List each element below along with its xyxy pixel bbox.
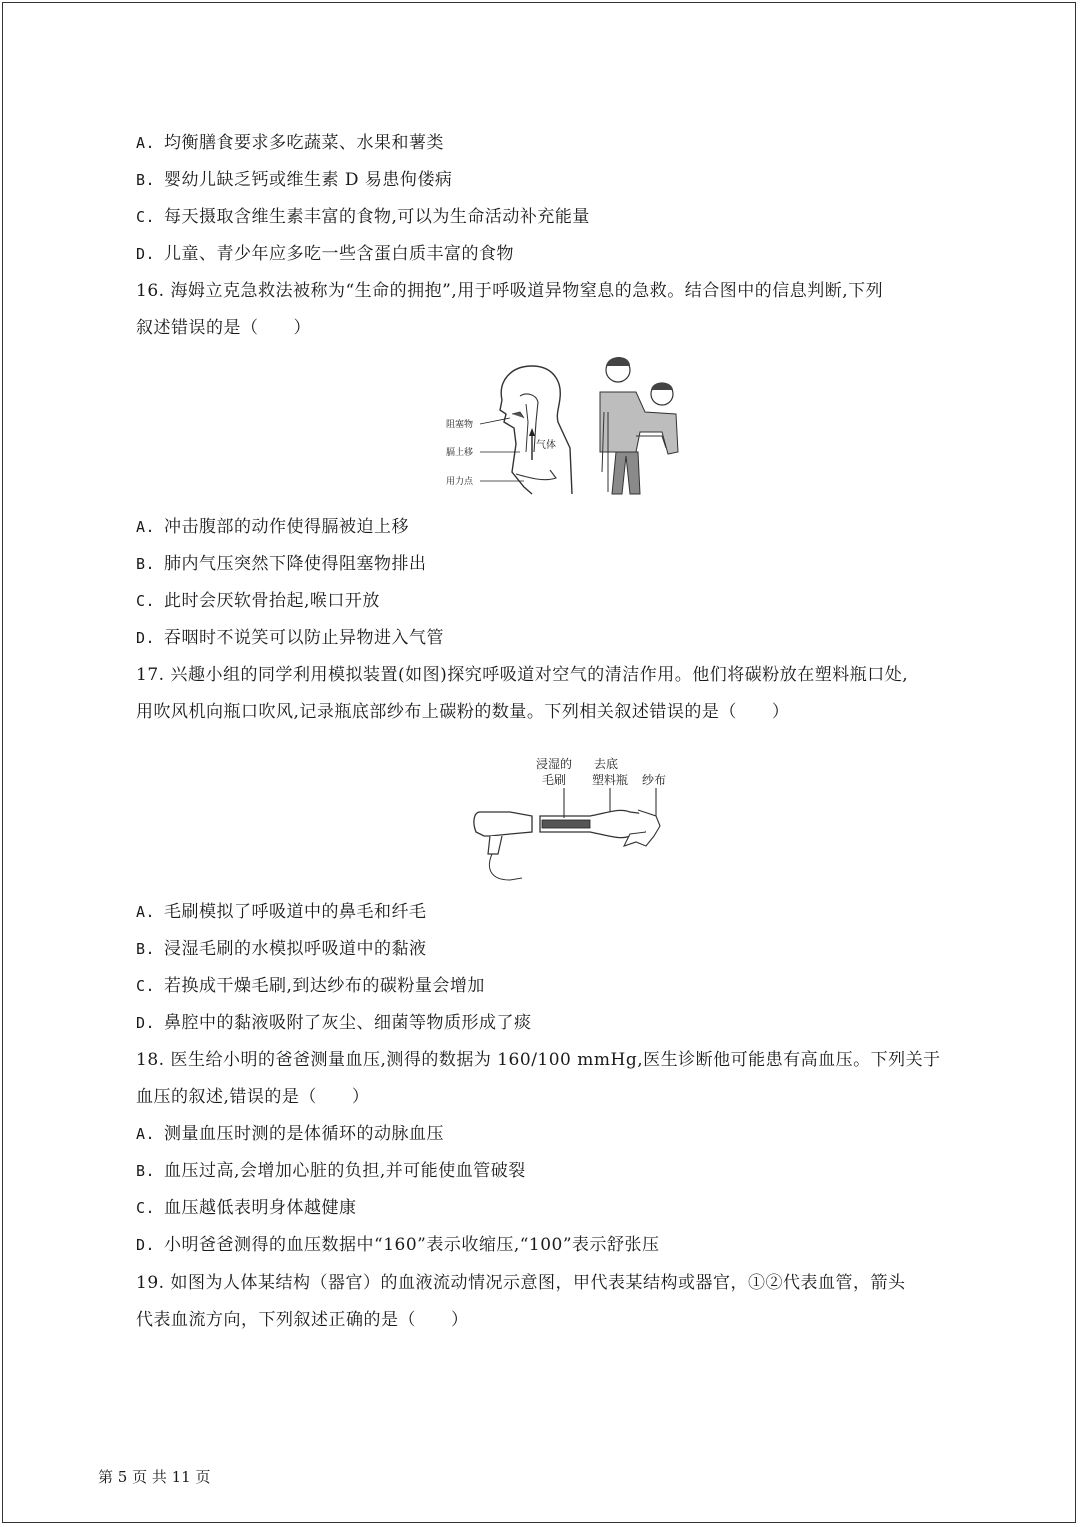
diaphragm-label: 膈上移 <box>446 448 474 458</box>
heimlich-figure <box>440 352 685 497</box>
wet-brush-label-2: 毛刷 <box>542 773 567 787</box>
obstruction-label: 阻塞物 <box>446 420 474 430</box>
q18-stem-line1: 18. 医生给小明的爸爸测量血压,测得的数据为 160/100 mmHg,医生诊断他可能患有高血压。下列关于 <box>136 1050 941 1070</box>
q18-stem-line2: 血压的叙述,错误的是（ ） <box>136 1087 370 1107</box>
q19-stem-line1: 19. 如图为人体某结构（器官）的血液流动情况示意图，甲代表某结构或器官，①②代表血管，箭头 <box>136 1273 906 1293</box>
q17-option-c: C. 若换成干燥毛刷,到达纱布的碳粉量会增加 <box>136 976 485 996</box>
q17-stem-line2: 用吹风机向瓶口吹风,记录瓶底部纱布上碳粉的数量。下列相关叙述错误的是（ ） <box>136 702 790 722</box>
bottle-label-2: 塑料瓶 <box>592 773 629 787</box>
q15-option-a: A. 均衡膳食要求多吃蔬菜、水果和薯类 <box>136 133 444 153</box>
q18-option-b: B. 血压过高,会增加心脏的负担,并可能使血管破裂 <box>136 1161 526 1181</box>
q16-option-a: A. 冲击腹部的动作使得膈被迫上移 <box>136 517 409 537</box>
q19-stem-line2: 代表血流方向，下列叙述正确的是（ ） <box>136 1310 469 1330</box>
q16-option-b: B. 肺内气压突然下降使得阻塞物排出 <box>136 554 427 574</box>
bottle-label-1: 去底 <box>594 757 619 771</box>
wet-brush-label-1: 浸湿的 <box>536 757 573 771</box>
q15-option-b: B. 婴幼儿缺乏钙或维生素 D 易患佝偻病 <box>136 170 453 190</box>
q15-option-c: C. 每天摄取含维生素丰富的食物,可以为生命活动补充能量 <box>136 207 590 227</box>
q16-option-d: D. 吞咽时不说笑可以防止异物进入气管 <box>136 628 444 648</box>
q17-stem-line1: 17. 兴趣小组的同学利用模拟装置(如图)探究呼吸道对空气的清洁作用。他们将碳粉放在塑料瓶口处, <box>136 665 909 685</box>
gas-label: 气体 <box>536 440 556 451</box>
q17-option-a: A. 毛刷模拟了呼吸道中的鼻毛和纤毛 <box>136 902 427 922</box>
force-point-label: 用力点 <box>446 477 474 487</box>
q16-stem-line2: 叙述错误的是（ ） <box>136 318 311 338</box>
respiratory-model-figure <box>470 750 685 885</box>
q17-option-d: D. 鼻腔中的黏液吸附了灰尘、细菌等物质形成了痰 <box>136 1013 532 1033</box>
q18-option-d: D. 小明爸爸测得的血压数据中“160”表示收缩压,“100”表示舒张压 <box>136 1235 660 1255</box>
gauze-label: 纱布 <box>642 773 667 787</box>
page-footer: 第 5 页 共 11 页 <box>98 1468 211 1486</box>
q18-option-c: C. 血压越低表明身体越健康 <box>136 1198 357 1218</box>
q17-option-b: B. 浸湿毛刷的水模拟呼吸道中的黏液 <box>136 939 427 959</box>
q16-stem-line1: 16. 海姆立克急救法被称为“生命的拥抱”,用于呼吸道异物窒息的急救。结合图中的信息判断,下列 <box>136 281 884 301</box>
q18-option-a: A. 测量血压时测的是体循环的动脉血压 <box>136 1124 444 1144</box>
q15-option-d: D. 儿童、青少年应多吃一些含蛋白质丰富的食物 <box>136 244 514 264</box>
q16-option-c: C. 此时会厌软骨抬起,喉口开放 <box>136 591 380 611</box>
